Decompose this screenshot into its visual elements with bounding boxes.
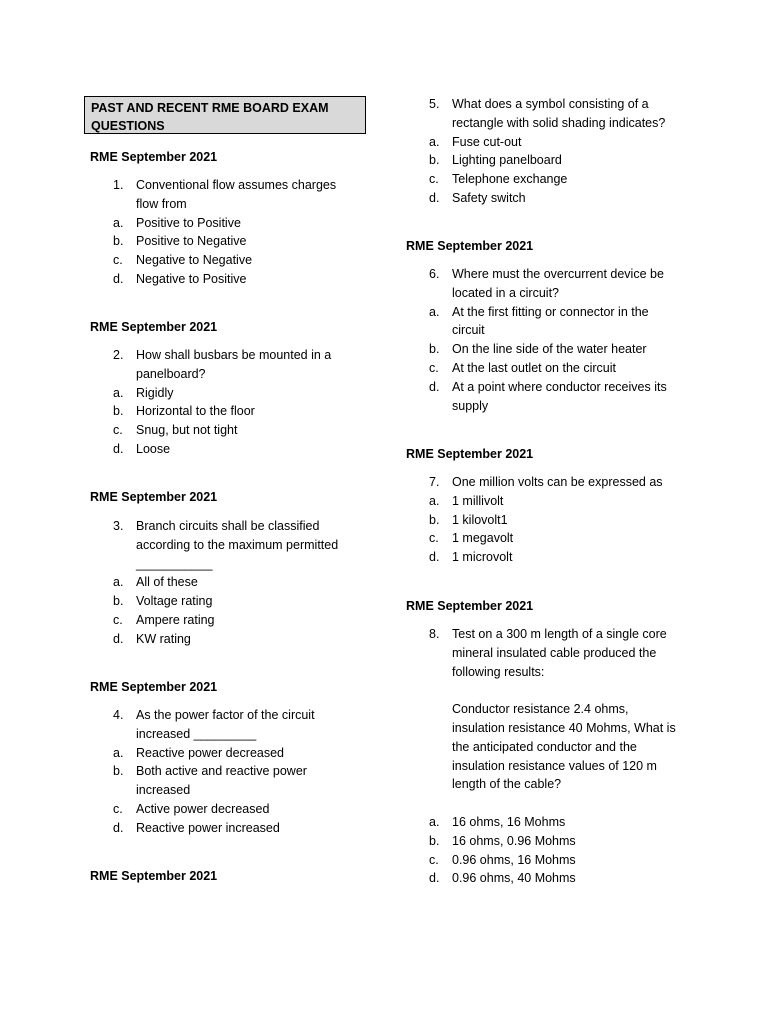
option	[113, 819, 353, 838]
option-text: Ampere rating	[136, 612, 215, 627]
question-text: Branch circuits shall be classified according to the maximum permitted ___________	[136, 519, 339, 571]
option-text: Snug, but not tight	[136, 423, 238, 438]
option	[113, 762, 353, 800]
option-text: Reactive power decreased	[136, 745, 284, 760]
option-letter: b.	[429, 153, 440, 168]
option	[113, 611, 353, 630]
option-text: All of these	[136, 575, 198, 590]
question-number: 7.	[429, 475, 440, 489]
option-letter: c.	[113, 423, 123, 438]
option-letter: b.	[429, 512, 440, 527]
question-number: 5.	[429, 97, 440, 111]
option-text: On the line side of the water heater	[452, 342, 647, 357]
option-letter: b.	[429, 342, 440, 357]
option	[113, 630, 353, 649]
option-text: 1 microvolt	[452, 550, 513, 565]
option-letter: d.	[429, 871, 440, 886]
option	[113, 384, 358, 403]
option	[113, 440, 358, 459]
option-text: 16 ohms, 0.96 Mohms	[452, 833, 576, 848]
option	[429, 170, 669, 189]
option-text: Lighting panelboard	[452, 153, 562, 168]
option	[113, 744, 353, 763]
option-letter: c.	[113, 253, 123, 268]
option-text: Reactive power increased	[136, 820, 280, 835]
section-heading: RME September 2021	[90, 320, 218, 334]
option	[429, 359, 679, 378]
section-heading: RME September 2021	[90, 150, 218, 164]
question-number: 1.	[113, 178, 124, 192]
question-text: Where must the overcurrent device be located in a circuit?	[452, 267, 664, 300]
option-text: Telephone exchange	[452, 172, 568, 187]
question-number: 8.	[429, 627, 440, 641]
section-heading: RME September 2021	[406, 239, 534, 253]
option-text: Safety switch	[452, 190, 526, 205]
option-letter: c.	[429, 852, 439, 867]
option-letter: d.	[113, 631, 124, 646]
option-letter: a.	[113, 385, 124, 400]
option-text: At a point where conductor receives its supply	[452, 379, 667, 413]
option-text: 0.96 ohms, 40 Mohms	[452, 871, 576, 886]
option-text: Voltage rating	[136, 594, 213, 609]
option	[429, 492, 679, 511]
option	[429, 548, 679, 567]
option-text: Rigidly	[136, 385, 174, 400]
option-letter: d.	[429, 379, 440, 394]
section-heading: RME September 2021	[406, 447, 534, 461]
option-letter: a.	[429, 304, 440, 319]
option-letter: a.	[113, 215, 124, 230]
option-text: KW rating	[136, 631, 191, 646]
option	[429, 133, 669, 152]
question-7	[429, 473, 679, 567]
option-letter: c.	[113, 612, 123, 627]
option-text: At the first fitting or connector in the circuit	[452, 304, 649, 338]
option-text: 16 ohms, 16 Mohms	[452, 814, 566, 829]
option-letter: c.	[113, 801, 123, 816]
option-text: Negative to Negative	[136, 253, 253, 268]
question-text: One million volts can be expressed as	[452, 475, 663, 489]
section-heading: RME September 2021	[90, 869, 218, 883]
option	[113, 573, 353, 592]
option	[429, 340, 679, 359]
option-text: 1 kilovolt1	[452, 512, 508, 527]
question-8	[429, 625, 679, 888]
section-heading: RME September 2021	[90, 680, 218, 694]
option	[113, 214, 358, 233]
question-4	[113, 706, 353, 838]
option-letter: a.	[429, 814, 440, 829]
option-letter: b.	[113, 594, 124, 609]
option-text: Positive to Positive	[136, 215, 241, 230]
option-text: 1 millivolt	[452, 493, 504, 508]
option-letter: d.	[429, 550, 440, 565]
question-text: Test on a 300 m length of a single core mineral insulated cable produced the following results:	[452, 627, 667, 679]
page-title-box	[84, 96, 366, 134]
question-text: How shall busbars be mounted in a panelboard?	[136, 348, 332, 381]
section-heading: RME September 2021	[406, 599, 534, 613]
option-letter: b.	[429, 833, 440, 848]
option-letter: a.	[429, 493, 440, 508]
option-letter: c.	[429, 172, 439, 187]
option-text: 1 megavolt	[452, 531, 514, 546]
option	[429, 511, 679, 530]
question-number: 3.	[113, 519, 124, 533]
option-letter: d.	[429, 190, 440, 205]
option-letter: d.	[113, 271, 124, 286]
option-letter: b.	[113, 404, 124, 419]
option	[429, 151, 669, 170]
option	[429, 303, 679, 341]
question-text: What does a symbol consisting of a rectangle with solid shading indicates?	[452, 97, 666, 130]
option	[113, 270, 358, 289]
option-text: Horizontal to the floor	[136, 404, 255, 419]
option	[113, 251, 358, 270]
question-2	[113, 346, 358, 459]
option	[429, 869, 679, 888]
option	[429, 189, 669, 208]
page-title: PAST AND RECENT RME BOARD EXAM QUESTIONS	[91, 101, 329, 133]
option-text: Negative to Positive	[136, 271, 247, 286]
question-text-continued: Conductor resistance 2.4 ohms, insulation resistance 40 Mohms, What is the anticipated conductor and the insulation resistance values of 120 m length of the cable?	[452, 702, 676, 792]
option	[429, 378, 679, 416]
option	[429, 529, 679, 548]
option-letter: a.	[113, 745, 124, 760]
option-letter: b.	[113, 764, 124, 779]
option	[429, 832, 679, 851]
option	[113, 421, 358, 440]
question-6	[429, 265, 679, 415]
option	[113, 592, 353, 611]
option-letter: a.	[429, 134, 440, 149]
option	[113, 232, 358, 251]
option-letter: d.	[113, 441, 124, 456]
option-text: Positive to Negative	[136, 234, 247, 249]
option-text: Active power decreased	[136, 801, 270, 816]
option	[113, 402, 358, 421]
section-heading: RME September 2021	[90, 490, 218, 504]
option-text: Loose	[136, 441, 171, 456]
option	[429, 813, 679, 832]
option	[113, 800, 353, 819]
question-number: 4.	[113, 708, 124, 722]
question-3	[113, 517, 353, 649]
option-text: Fuse cut-out	[452, 134, 522, 149]
question-text: As the power factor of the circuit increased _________	[136, 708, 315, 741]
question-5	[429, 95, 669, 208]
question-number: 2.	[113, 348, 124, 362]
option-text: At the last outlet on the circuit	[452, 360, 616, 375]
option-text: 0.96 ohms, 16 Mohms	[452, 852, 576, 867]
question-text: Conventional flow assumes charges flow from	[136, 178, 337, 211]
option-letter: c.	[429, 360, 439, 375]
option-letter: c.	[429, 531, 439, 546]
option-letter: d.	[113, 820, 124, 835]
option	[429, 851, 679, 870]
question-number: 6.	[429, 267, 440, 281]
option-letter: b.	[113, 234, 124, 249]
option-letter: a.	[113, 575, 124, 590]
question-1	[113, 176, 358, 289]
option-text: Both active and reactive power increased	[136, 764, 307, 798]
